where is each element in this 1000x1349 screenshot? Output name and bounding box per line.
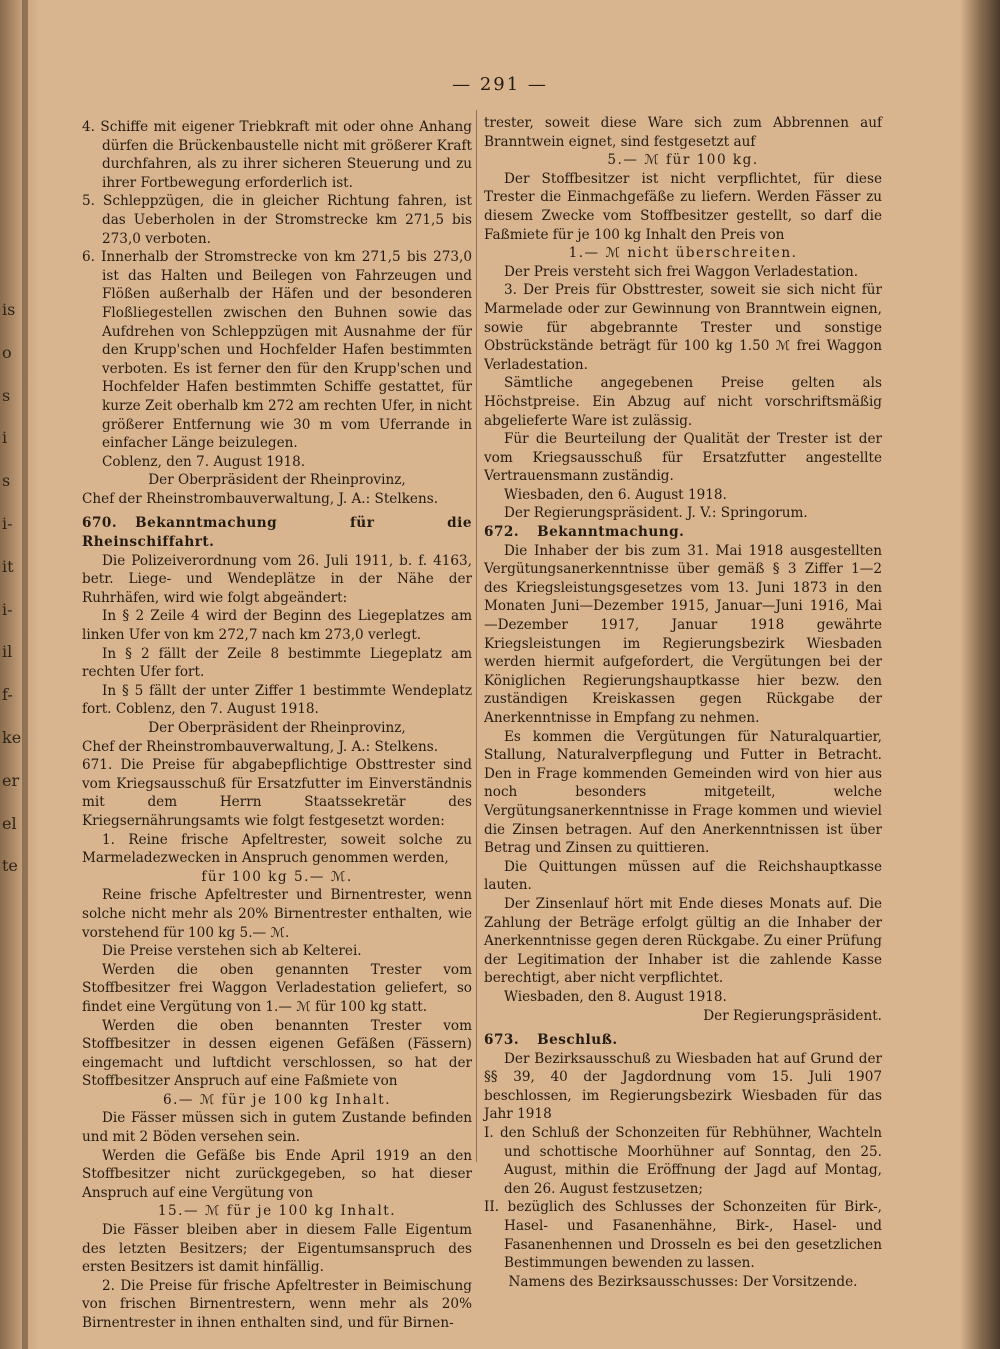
page-edge-right [960,0,1000,1349]
paragraph: Werden die oben benannten Trester vom Stoffbesitzer in dessen eigenen Gefäßen (Fässern) eingemacht und luftdicht verschlossen, so hat der Stoffbesitzer Anspruch auf eine Faßmiete von [82,1017,472,1090]
price-line: 15.— ℳ für je 100 kg Inhalt. [157,1203,397,1220]
paragraph: Die Inhaber der bis zum 31. Mai 1918 ausgestellten Vergütungsanerkenntnisse über gemäß § 3 Ziffer 1—2 des Kriegsleistungsgesetzes vom 13. Juni 1873 in den Monaten Juni—Dezember 1915, Januar—Juni 1916, Mai—Dezember 1917, Januar 1918 gewährte Kriegsleistungen im Regierungsbezirk Wiesbaden werden hiermit aufgefordert, die Vergütungen bei der Königlichen Regierungshauptkasse hier bezw. den zuständigen Kreiskassen gegen Rückgabe der Anerkenntnisse in Empfang zu nehmen. [484,542,882,726]
section-title: Beschluß. [537,1032,618,1049]
paragraph: Werden die oben genannten Trester vom Stoffbesitzer frei Waggon Verladestation geliefert, so findet eine Vergütung von 1.— ℳ für 100 kg statt. [82,961,472,1015]
margin-fragment: f- [2,685,13,705]
paragraph: Coblenz, den 7. August 1918. [102,453,306,470]
paragraph: Wiesbaden, den 8. August 1918. [504,988,727,1005]
paragraph: Chef der Rheinstrombauverwaltung, J. A.: Stelkens. [82,490,439,507]
paragraph: trester, soweit diese Ware sich zum Abbrennen auf Branntwein eignet, sind festgesetzt auf [484,115,882,150]
paragraph: Werden die Gefäße bis Ende April 1919 an den Stoffbesitzer nicht zurückgegeben, so hat dieser Anspruch auf eine Vergütung von [82,1147,472,1201]
paragraph: Der Bezirksausschuß zu Wiesbaden hat auf Grund der §§ 39, 40 der Jagdordnung vom 15. Juli 1907 beschlossen, im Regierungsbezirk Wiesbaden für das Jahr 1918 [484,1050,882,1123]
price-line: 6.— ℳ für je 100 kg Inhalt. [162,1091,392,1108]
paragraph: Die Polizeiverordnung vom 26. Juli 1911, b. f. 4163, betr. Liege- und Wendeplätze in der Nähe der Ruhrhäfen, wird wie folgt abgeändert: [82,552,472,606]
paragraph: Der Regierungspräsident. J. V.: Springorum. [504,505,808,522]
paragraph: I. den Schluß der Schonzeiten für Rebhühner, Wachteln und schottische Moorhühner auf Sonntag, den 25. August, mithin die Eröffnung der Jagd auf Montag, den 26. August festzusetzen; [484,1125,882,1197]
paragraph: 3. Der Preis für Obsttrester, soweit sie sich nicht für Marmelade oder zur Gewinnung von Branntwein eignen, sowie für abgebrannte Trester und sonstige Obstrückstände beträgt für 100 kg 1.50 ℳ frei Waggon Verladestation. [484,282,882,373]
margin-fragment: i- [2,599,13,619]
column-divider [476,110,477,1162]
paragraph: Die Quittungen müssen auf die Reichshauptkasse lauten. [484,858,882,894]
paragraph: Sämtliche angegebenen Preise gelten als Höchstpreise. Ein Abzug auf nicht vorschriftsmäßig abgelieferte Ware ist zulässig. [484,375,882,429]
price-line: 5.— ℳ für 100 kg. [607,152,759,169]
margin-fragment: s [2,471,11,491]
paragraph: II. bezüglich des Schlusses der Schonzeiten für Birk-, Hasel- und Fasanenhähne, Birk-, Hasel- und Fasanenhennen und Drosseln es bei den gesetzlichen Bestimmungen bewenden zu lassen. [484,1199,882,1272]
paragraph: In § 2 fällt der Zeile 8 bestimmte Liegeplatz am rechten Ufer fort. [82,645,472,681]
paragraph: Wiesbaden, den 6. August 1918. [504,486,727,503]
signature-line: Der Oberpräsident der Rheinprovinz, [148,472,406,489]
margin-fragment: i [2,428,8,448]
page-number: — 291 — [452,74,548,95]
price-line: für 100 kg 5.— ℳ. [201,868,353,885]
margin-fragment: il [2,642,13,662]
section-heading [82,514,472,551]
margin-fragment: ke [2,727,22,747]
margin-fragment: it [2,556,14,576]
paragraph: 4. Schiffe mit eigener Triebkraft mit oder ohne Anhang dürfen die Brückenbaustelle nicht mit größerer Kraft durchfahren, als zu ihrer sicheren Steuerung und zu ihrer Fortbewegung erforderlich ist. [82,119,472,191]
paragraph: In § 5 fällt der unter Ziffer 1 bestimmte Wendeplatz fort. Coblenz, den 7. August 1918. [82,682,472,718]
paragraph: 2. Die Preise für frische Apfeltrester in Beimischung von frischen Birnentrestern, wenn mehr als 20% Birnentrester in ihnen enthalten sind, und für Birnen- [82,1277,472,1331]
signature-line: Der Regierungspräsident. [703,1007,882,1024]
paragraph: 1. Reine frische Apfeltrester, soweit solche zu Marmeladezwecken in Anspruch genommen werden, [82,831,472,867]
previous-page-fragments [2,300,24,899]
margin-fragment: s [2,385,11,405]
margin-fragment: is [2,300,16,319]
margin-fragment: el [2,813,17,833]
paragraph: Reine frische Apfeltrester und Birnentrester, wenn solche nicht mehr als 20% Birnentrester enthalten, wie vorstehend für 100 kg 5.— ℳ. [82,887,472,941]
margin-fragment: te [2,856,18,876]
section-heading [484,1031,882,1050]
paragraph: Die Fässer bleiben aber in diesem Falle Eigentum des letzten Besitzers; der Eigentumsanspruch des ersten Besitzers ist damit hinfällig. [82,1222,472,1276]
paragraph: In § 2 Zeile 4 wird der Beginn des Liegeplatzes am linken Ufer von km 272,7 nach km 273,0 verlegt. [82,608,472,644]
signature-line: Der Oberpräsident der Rheinprovinz, [148,720,406,736]
margin-fragment: o [2,342,12,362]
paragraph: Der Stoffbesitzer ist nicht verpflichtet, für diese Trester die Einmachgefäße zu liefern. Werden Fässer zu diesem Zwecke vom Stoffbesitzer gestellt, so darf die Faßmiete für je 100 kg Inhalt den Preis von [484,170,882,243]
section-heading [484,523,882,542]
right-column [484,114,882,1291]
paragraph: 671. Die Preise für abgabepflichtige Obsttrester sind vom Kriegsausschuß für Ersatzfutter im Einverständnis mit dem Herrn Staatssekretär des Kriegsernährungsamts wie folgt festgesetzt worden: [82,757,472,829]
left-column [82,118,472,1333]
paragraph: 6. Innerhalb der Stromstrecke von km 271,5 bis 273,0 ist das Halten und Beilegen von Fahrzeugen und Flößen außerhalb der Häfen und der besonderen Floßliegestellen zwischen den Buhnen sowie das Aufdrehen von Schleppzügen mit Ausnahme der für den Krupp'schen und Hochfelder Hafen bestimmten verboten. Es ist ferner den für den Krupp'schen und Hochfelder Hafen bestimmten Schiffe gestattet, für kurze Zeit oberhalb km 272 am rechten Ufer, in nicht größerer Entfernung wie 30 m vom Uferrande in einfacher Länge beizulegen. [82,249,472,452]
signature-line: Namens des Bezirksausschusses: Der Vorsitzende. [508,1273,858,1290]
section-number: 673. [484,1032,520,1049]
section-title: Bekanntmachung. [537,524,685,541]
paragraph: Für die Beurteilung der Qualität der Trester ist der vom Kriegsausschuß für Ersatzfutter angestellte Vertrauensmann zuständig. [484,431,882,485]
section-title: Bekanntmachung für die Rheinschiffahrt. [82,515,472,551]
paragraph: Der Zinsenlauf hört mit Ende dieses Monats auf. Die Zahlung der Beträge erfolgt gültig an die Inhaber der Anerkenntnisse gegen deren Rückgabe. Zu einer Prüfung der Legitimation der Inhaber ist die zahlende Kasse berechtigt, aber nicht verpflichtet. [484,895,882,987]
paragraph: Die Preise verstehen sich ab Kelterei. [102,943,362,960]
paragraph: Chef der Rheinstrombauverwaltung, J. A.: Stelkens. [82,738,439,755]
margin-fragment: er [2,770,20,790]
paragraph: 5. Schleppzügen, die in gleicher Richtung fahren, ist das Ueberholen in der Stromstrecke km 271,5 bis 273,0 verboten. [82,193,472,247]
section-number: 672. [484,524,520,541]
price-line: 1.— ℳ nicht überschreiten. [568,245,798,262]
paragraph: Der Preis versteht sich frei Waggon Verladestation. [504,263,859,280]
paragraph: Die Fässer müssen sich in gutem Zustande befinden und mit 2 Böden versehen sein. [82,1110,472,1146]
paragraph: Es kommen die Vergütungen für Naturalquartier, Stallung, Naturalverpflegung und Futter in Betracht. Den in Frage kommenden Gemeinden wird von hier aus noch besonders mitgeteilt, welche Vergütungsanerkenntnisse in Frage kommen und wieviel die Zinsen betragen. Auf den Anerkenntnissen ist über Betrag und Zinsen zu quittieren. [484,728,882,857]
section-number: 670. [82,515,118,532]
margin-fragment: i- [2,513,13,533]
